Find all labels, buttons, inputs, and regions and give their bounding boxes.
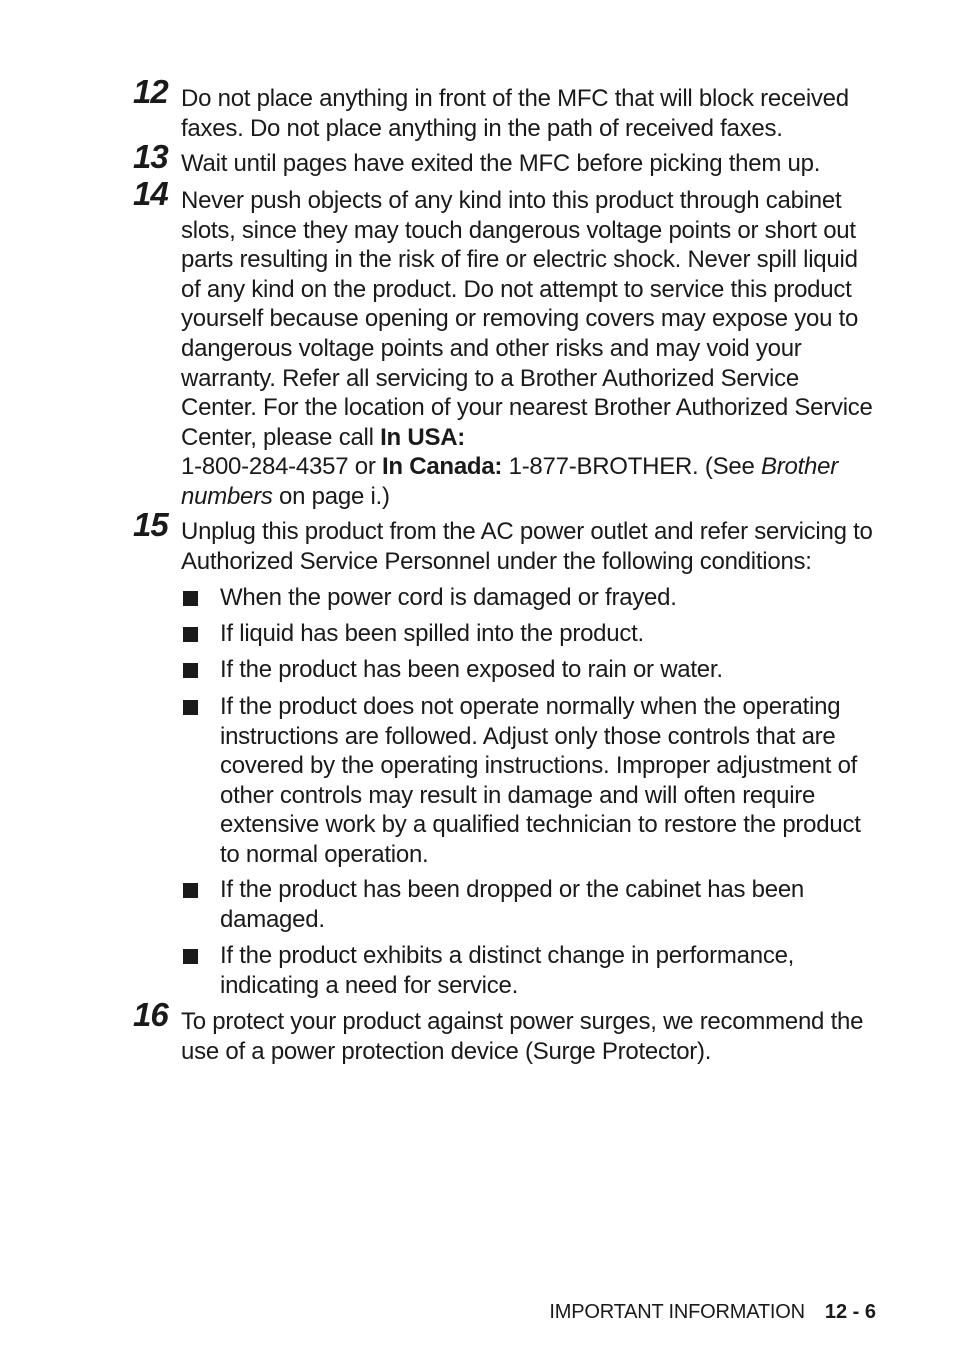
item-number: 13 — [133, 138, 168, 175]
item-number: 12 — [133, 73, 168, 110]
condition-text: If the product exhibits a distinct change in performance, indicating a need for service. — [220, 942, 795, 999]
item-text: To protect your product against power surges, we recommend the use of a power protection device (Surge Protector). — [181, 1008, 864, 1065]
square-bullet-icon — [183, 949, 198, 964]
cross-reference: Brother numbers — [181, 453, 838, 510]
condition-text: If the product has been exposed to rain or water. — [220, 656, 723, 683]
canada-label: In Canada: — [381, 453, 503, 481]
condition-text: When the power cord is damaged or frayed. — [220, 584, 677, 611]
page-number: 12 - 6 — [824, 1301, 876, 1323]
canada-phone: 1-877-BROTHER. (See — [502, 453, 762, 481]
square-bullet-icon — [183, 663, 198, 678]
item-number: 15 — [133, 506, 168, 543]
usa-label: In USA: — [380, 423, 466, 451]
footer-section-title: IMPORTANT INFORMATION — [549, 1301, 805, 1323]
usa-phone: 1-800-284-4357 or — [181, 453, 382, 481]
page-footer — [549, 1300, 876, 1324]
square-bullet-icon — [183, 591, 198, 606]
item-text-body: Never push objects of any kind into this product through cabinet slots, since they may touch dangerous voltage points or short out parts resulting in the risk of fire or electric shock. Never spill liquid of any kind on the product. Do not attempt to service this product yourself because opening or removing covers may expose you to dangerous voltage points and other risks and may void your warranty. Refer all servicing to a Brother Authorized Service Center. For the location of your nearest Brother Authorized Service Center, please call — [181, 187, 873, 451]
item-text — [181, 186, 876, 512]
item-number: 14 — [133, 175, 168, 212]
item-text: Unplug this product from the AC power outlet and refer servicing to Authorized Service Personnel under the following conditions: — [181, 518, 873, 575]
item-text: Do not place anything in front of the MFC that will block received faxes. Do not place anything in the path of received faxes. — [181, 85, 849, 142]
item-number: 16 — [133, 996, 168, 1033]
square-bullet-icon — [183, 627, 198, 642]
square-bullet-icon — [183, 883, 198, 898]
item-text: Wait until pages have exited the MFC before picking them up. — [181, 150, 821, 177]
square-bullet-icon — [183, 700, 198, 715]
cross-reference-tail: on page i.) — [272, 482, 390, 510]
condition-text: If the product has been dropped or the cabinet has been damaged. — [220, 876, 805, 933]
condition-text: If the product does not operate normally when the operating instructions are followed. Adjust only those controls that are covered by the operating instructions. Improper adjustment of other controls may result in damage and will often require extensive work by a qualified technician to restore the product to normal operation. — [220, 693, 861, 868]
condition-text: If liquid has been spilled into the product. — [220, 620, 644, 647]
